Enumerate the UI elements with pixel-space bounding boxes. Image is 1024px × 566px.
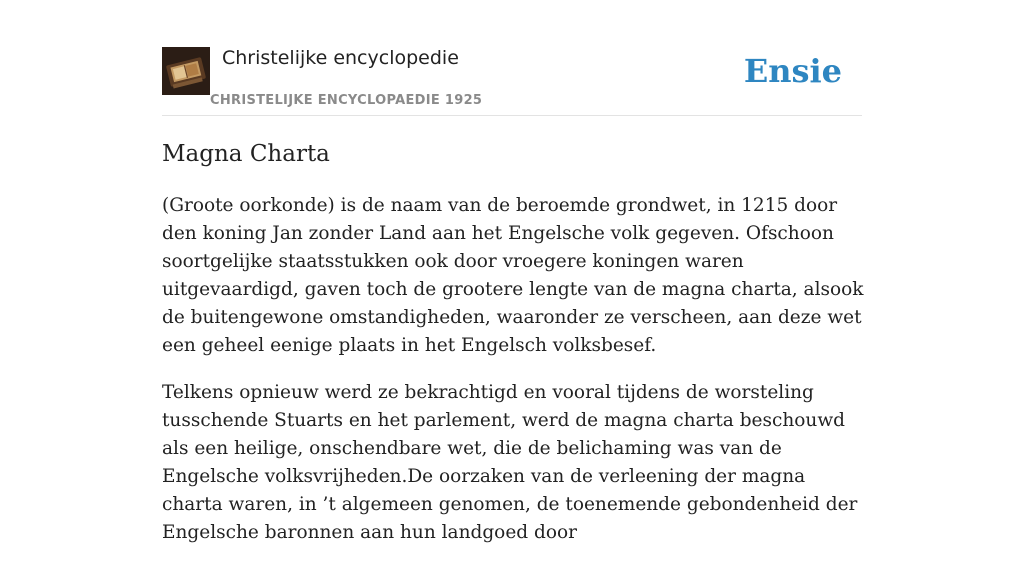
article-title: Magna Charta [162,141,330,167]
source-title[interactable]: Christelijke encyclopedie [222,47,459,69]
article-body [162,192,866,566]
ensie-logo-link[interactable]: Ensie [743,52,842,90]
source-avatar-icon[interactable] [162,47,210,95]
source-header [162,46,862,116]
source-subtitle: CHRISTELIJKE ENCYCLOPAEDIE 1925 [210,93,483,108]
article-paragraph: (Groote oorkonde) is de naam van de beroemde grondwet, in 1215 door den koning Jan zonder Land aan het Engelsche volk gegeven. Ofschoon soortgelijke staatsstukken ook door vroegere koningen waren uitgevaardigd, gaven toch de grootere lengte van de magna charta, alsook de buitengewone omstandigheden, waaronder ze verscheen, aan deze wet een geheel eenige plaats in het Engelsch volksbesef. [162,195,864,356]
article-paragraph: Telkens opnieuw werd ze bekrachtigd en vooral tijdens de worsteling tusschende Stuarts en het parlement, werd de magna charta beschouwd als een heilige, onschendbare wet, die de belichaming was van de Engelsche volksvrijheden.De oorzaken van de verleening der magna charta waren, in ’t algemeen genomen, de toenemende gebondenheid der Engelsche baronnen aan hun landgoed door [162,382,858,543]
